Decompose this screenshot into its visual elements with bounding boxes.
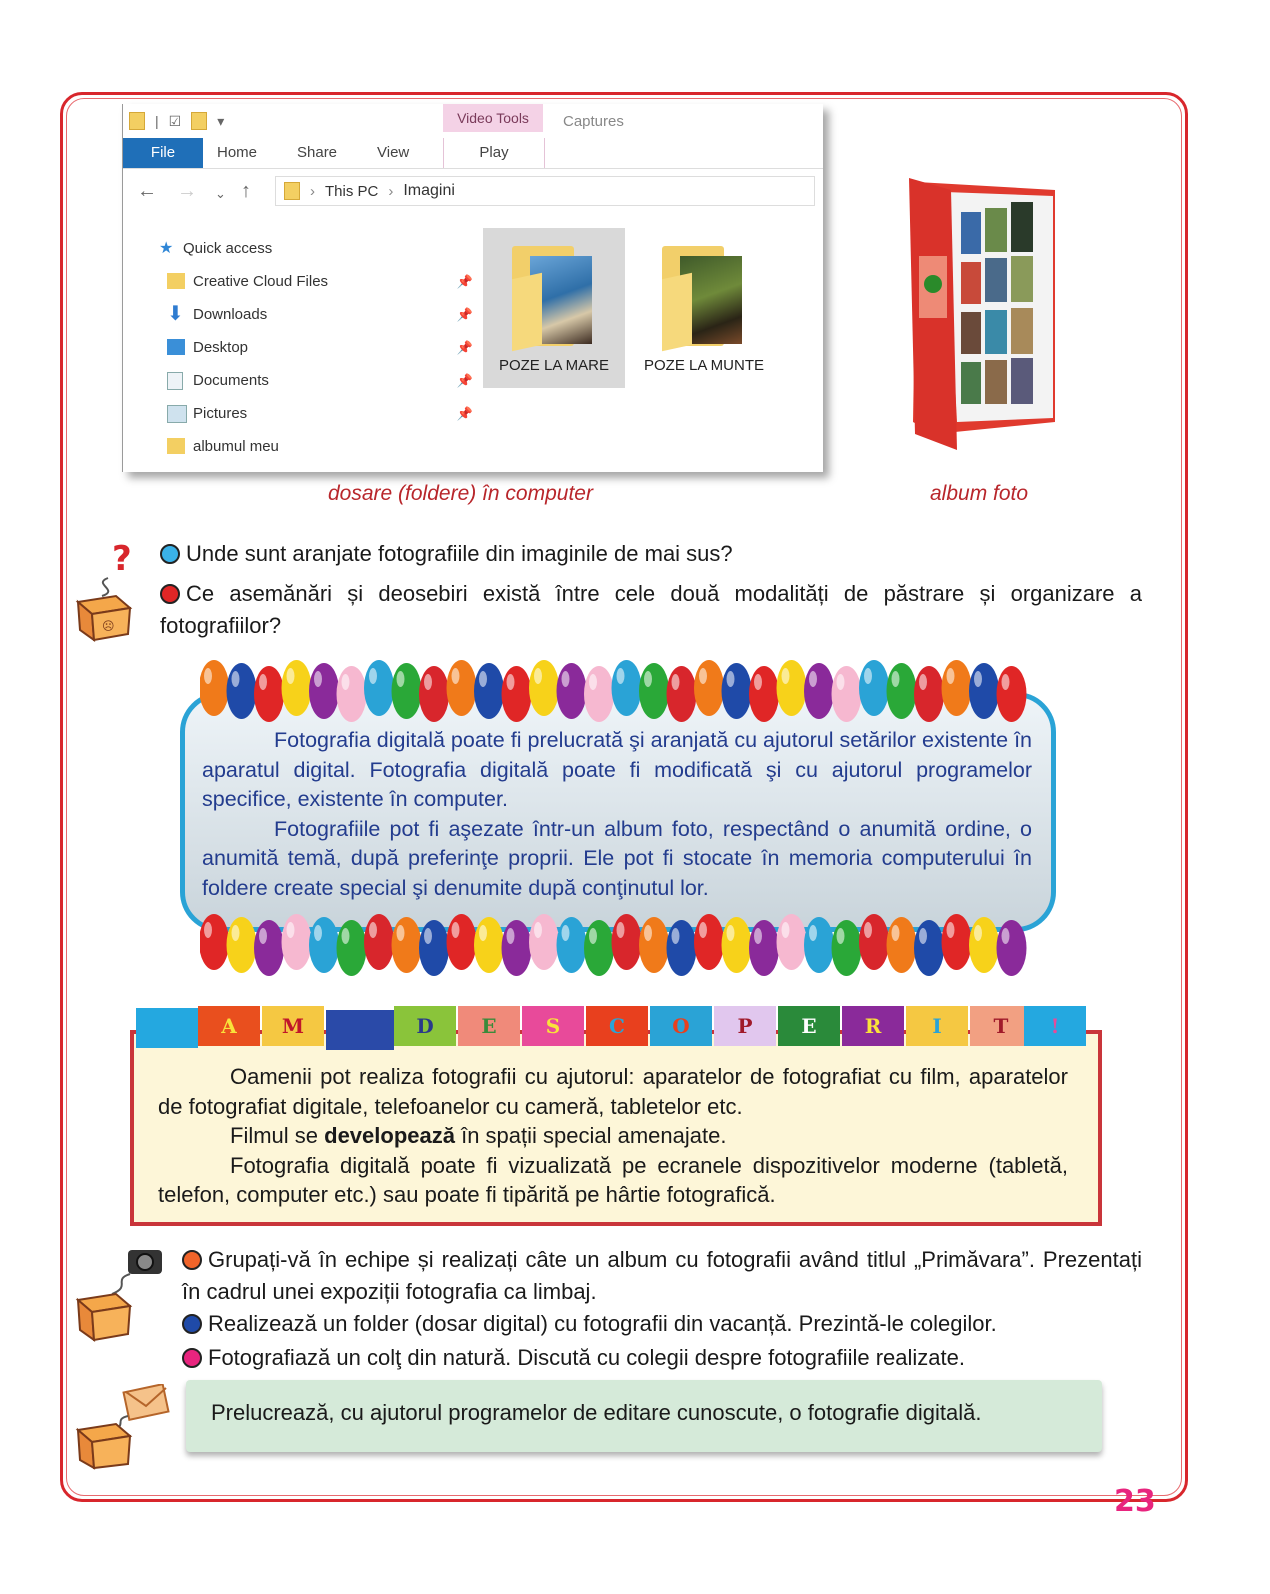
breadcrumb-this-pc[interactable]: This PC: [325, 182, 379, 200]
balloon-highlight: [672, 674, 680, 690]
breadcrumb-separator-icon: ›: [388, 182, 394, 200]
orange-bullet-icon: [182, 1250, 202, 1270]
balloon: [859, 914, 889, 970]
tab-view[interactable]: View: [377, 144, 410, 161]
balloon-highlight: [617, 668, 625, 684]
balloon-highlight: [589, 674, 597, 690]
task-text: Grupați-vă în echipe și realizați câte un album cu fotografii având titlul „Primăvara”. Prezentați în cadrul unei expoziții fotografia ca limbaj.: [182, 1247, 1142, 1304]
discovery-paragraph-1: Oamenii pot realiza fotografii cu ajutorul: aparatelor de fotografiat cu film, aparatelor de fotografiat digitale, telefoanelor cu cameră, tabletelor etc.: [158, 1064, 1068, 1119]
pin-icon[interactable]: 📌: [456, 340, 473, 355]
balloon-highlight: [809, 925, 817, 941]
balloon: [749, 666, 779, 722]
svg-text:?: ?: [112, 540, 132, 579]
question-1: [160, 538, 733, 570]
balloon: [584, 920, 614, 976]
nav-item-desktop[interactable]: [153, 331, 473, 364]
nav-quick-access[interactable]: [153, 232, 473, 265]
balloon: [612, 660, 642, 716]
discovery-paragraph-3: Fotografia digitală poate fi vizualizată pe ecranele dispozitivelor moderne (tabletă, telefon, computer etc.) sau poate fi tipărită pe hârtie fotografică.: [158, 1152, 1068, 1207]
balloon-highlight: [782, 668, 790, 684]
balloon: [447, 914, 477, 970]
camera-box-icon: [72, 1244, 168, 1344]
balloon: [969, 917, 999, 973]
balloon-highlight: [864, 668, 872, 684]
banner-block: [326, 1010, 394, 1050]
balloon: [832, 920, 862, 976]
separator-icon: |: [155, 113, 159, 129]
balloon: [914, 666, 944, 722]
balloon-highlight: [1002, 674, 1010, 690]
balloon-highlight: [974, 671, 982, 687]
balloon-highlight: [1002, 928, 1010, 944]
balloon: [502, 920, 532, 976]
balloon-highlight: [562, 671, 570, 687]
pin-icon[interactable]: 📌: [456, 406, 473, 421]
balloon: [584, 666, 614, 722]
balloon: [254, 920, 284, 976]
folder-icon: [167, 438, 185, 454]
task-1: [182, 1244, 1142, 1308]
photo-folder-icon: [512, 246, 596, 346]
file-explorer-window: [122, 104, 823, 472]
banner-letter: D: [394, 1006, 456, 1046]
balloon-highlight: [479, 925, 487, 941]
nav-label: Documents: [193, 372, 269, 389]
address-bar-row: [123, 172, 823, 212]
balloon-highlight: [699, 922, 707, 938]
download-icon: ⬇: [167, 303, 184, 325]
balloon: [777, 914, 807, 970]
balloon: [309, 917, 339, 973]
balloon: [529, 914, 559, 970]
balloon: [639, 663, 669, 719]
balloon-highlight: [342, 674, 350, 690]
bold-term: developează: [324, 1123, 455, 1148]
info-paragraph-2: Fotografiile pot fi aşezate într-un album foto, respectând o anumită ordine, o anumită temă, după preferinţe proprii. Ele pot fi stocate în memoria computerului în foldere create special şi denumite după conţinutul lor.: [202, 816, 1032, 900]
balloon: [227, 917, 257, 973]
nav-label: Creative Cloud Files: [193, 273, 329, 290]
balloon-highlight: [644, 671, 652, 687]
banner-letter: E: [778, 1006, 840, 1046]
balloon: [227, 663, 257, 719]
navigation-pane: [153, 232, 473, 463]
balloon-highlight: [782, 922, 790, 938]
nav-label: albumul meu: [193, 438, 279, 455]
balloon-highlight: [369, 922, 377, 938]
balloon: [997, 920, 1027, 976]
caption-folders: dosare (foldere) în computer: [328, 482, 593, 505]
balloon: [969, 663, 999, 719]
balloon-highlight: [507, 674, 515, 690]
banner-letter: O: [650, 1006, 712, 1046]
text-part: Filmul se: [230, 1123, 325, 1148]
balloon: [557, 663, 587, 719]
balloon: [777, 660, 807, 716]
document-icon: [167, 372, 183, 390]
balloon: [364, 914, 394, 970]
balloons-bottom: [200, 902, 1030, 982]
balloon-highlight: [342, 928, 350, 944]
pin-icon[interactable]: 📌: [456, 274, 473, 289]
star-icon: ★: [159, 240, 174, 257]
address-bar[interactable]: [275, 176, 815, 206]
balloon: [859, 660, 889, 716]
balloon-highlight: [204, 668, 212, 684]
banner-letter: T: [970, 1006, 1032, 1046]
balloon: [804, 663, 834, 719]
new-folder-icon[interactable]: [191, 112, 207, 130]
text-part: în spații special amenajate.: [454, 1123, 727, 1148]
balloon-highlight: [369, 668, 377, 684]
balloon: [282, 914, 312, 970]
balloon: [254, 666, 284, 722]
task-text: Realizează un folder (dosar digital) cu fotografii din vacanță. Prezintă-le colegilor.: [208, 1311, 997, 1336]
ribbon-tabs: [123, 138, 823, 169]
nav-item-documents[interactable]: [153, 364, 473, 397]
balloon-highlight: [397, 671, 405, 687]
balloon-highlight: [507, 928, 515, 944]
balloon: [392, 663, 422, 719]
info-text: [202, 726, 1032, 903]
nav-item-creative-cloud[interactable]: [153, 265, 473, 298]
balloon: [282, 660, 312, 716]
balloon-highlight: [947, 668, 955, 684]
banner-letter: C: [586, 1006, 648, 1046]
balloon: [639, 917, 669, 973]
balloon: [667, 666, 697, 722]
folder-icon: [284, 182, 300, 200]
balloon: [942, 660, 972, 716]
svg-text:☹: ☹: [102, 619, 115, 633]
folder-tile-poze-la-mare[interactable]: [483, 228, 625, 388]
caption-album: album foto: [930, 482, 1029, 505]
balloon: [557, 917, 587, 973]
balloon-highlight: [204, 922, 212, 938]
balloons-top: [200, 648, 1030, 728]
balloon-highlight: [919, 928, 927, 944]
balloon-highlight: [232, 671, 240, 687]
info-paragraph-1: Fotografia digitală poate fi prelucrată şi aranjată cu ajutorul setărilor existente în aparatul digital. Fotografia digitală poate fi modificată şi cu ajutorul programelor specifice, existente în computer.: [202, 728, 1032, 811]
balloon-highlight: [534, 922, 542, 938]
balloon-highlight: [754, 674, 762, 690]
customize-dropdown-icon[interactable]: ▾: [217, 112, 225, 129]
question-text: Ce asemănări și deosebiri există între cele două modalități de păstrare și organizare a fotografiilor?: [160, 581, 1142, 638]
question-2: [160, 578, 1142, 642]
balloon: [200, 660, 229, 716]
task-text: Fotografiază un colţ din natură. Discută cu colegii despre fotografiile realizate.: [208, 1345, 965, 1370]
nav-label: Desktop: [193, 339, 249, 356]
folder-icon[interactable]: [129, 112, 145, 130]
balloon: [914, 920, 944, 976]
breadcrumb-separator-icon: ›: [310, 182, 315, 200]
banner-letter: S: [522, 1006, 584, 1046]
banner-letter: R: [842, 1006, 904, 1046]
nav-item-albumul-meu[interactable]: [153, 430, 473, 463]
page-number: 23: [1114, 1484, 1156, 1519]
banner-letter: I: [906, 1006, 968, 1046]
balloon-highlight: [589, 928, 597, 944]
am-descoperit-banner: [136, 1006, 1086, 1050]
balloon-highlight: [232, 925, 240, 941]
nav-label: Downloads: [193, 306, 268, 323]
balloon: [832, 666, 862, 722]
banner-letter: !: [1024, 1006, 1086, 1046]
recent-locations-chevron-icon[interactable]: ⌄: [215, 186, 226, 201]
balloon: [694, 914, 724, 970]
up-arrow-icon[interactable]: ↑: [241, 180, 251, 202]
balloon: [419, 666, 449, 722]
balloon-highlight: [892, 925, 900, 941]
folder-icon: [167, 273, 185, 289]
folder-tile-poze-la-munte[interactable]: [633, 228, 775, 388]
balloon-highlight: [947, 922, 955, 938]
tab-play[interactable]: Play: [443, 138, 545, 168]
banner-block: [136, 1008, 198, 1048]
balloon-highlight: [287, 922, 295, 938]
balloon-highlight: [672, 928, 680, 944]
balloon: [502, 666, 532, 722]
balloon-highlight: [699, 668, 707, 684]
task-3: [182, 1342, 965, 1374]
balloon-highlight: [314, 671, 322, 687]
balloon-highlight: [837, 674, 845, 690]
balloon: [722, 663, 752, 719]
blue-bullet-icon: [160, 544, 180, 564]
balloon: [337, 920, 367, 976]
nav-label: Pictures: [193, 405, 248, 422]
envelope-box-icon: [72, 1384, 172, 1470]
balloon: [804, 917, 834, 973]
balloon-highlight: [754, 928, 762, 944]
balloon-highlight: [727, 671, 735, 687]
balloon-highlight: [259, 928, 267, 944]
balloon: [942, 914, 972, 970]
pin-icon[interactable]: 📌: [456, 307, 473, 322]
balloon-highlight: [562, 925, 570, 941]
balloon: [474, 663, 504, 719]
photo-album-image: [905, 172, 1065, 462]
breadcrumb-imagini[interactable]: Imagini: [403, 182, 455, 199]
balloon-highlight: [259, 674, 267, 690]
tab-file[interactable]: File: [123, 138, 203, 168]
photo-folder-icon: [662, 246, 746, 346]
pink-bullet-icon: [182, 1348, 202, 1368]
balloon: [887, 917, 917, 973]
pictures-icon: [167, 405, 187, 423]
balloon-highlight: [864, 922, 872, 938]
balloon-highlight: [479, 671, 487, 687]
folder-label: POZE LA MARE: [498, 357, 610, 374]
balloon: [309, 663, 339, 719]
balloon: [419, 920, 449, 976]
back-arrow-icon[interactable]: ←: [137, 180, 157, 202]
nav-item-downloads[interactable]: [153, 298, 473, 331]
balloon: [200, 914, 229, 970]
balloon: [392, 917, 422, 973]
balloon-highlight: [892, 671, 900, 687]
balloon: [887, 663, 917, 719]
balloon: [694, 660, 724, 716]
nav-label: Quick access: [183, 240, 273, 257]
balloon-highlight: [452, 668, 460, 684]
balloon-highlight: [617, 922, 625, 938]
forward-arrow-icon[interactable]: →: [177, 180, 197, 202]
balloon-highlight: [727, 925, 735, 941]
balloon-highlight: [424, 674, 432, 690]
balloon-highlight: [452, 922, 460, 938]
balloon: [529, 660, 559, 716]
balloon-highlight: [534, 668, 542, 684]
balloon-highlight: [974, 925, 982, 941]
balloon: [612, 914, 642, 970]
balloon: [337, 666, 367, 722]
question-text: Unde sunt aranjate fotografiile din imaginile de mai sus?: [186, 541, 733, 566]
balloon-highlight: [809, 671, 817, 687]
banner-letter: E: [458, 1006, 520, 1046]
balloon-highlight: [837, 928, 845, 944]
task-2: [182, 1308, 997, 1340]
banner-letter: A: [198, 1006, 260, 1046]
window-title: Captures: [563, 113, 624, 130]
balloon: [364, 660, 394, 716]
red-bullet-icon: [160, 584, 180, 604]
balloon: [474, 917, 504, 973]
balloon-highlight: [397, 925, 405, 941]
banner-letter: P: [714, 1006, 776, 1046]
balloon-highlight: [644, 925, 652, 941]
tab-home[interactable]: Home: [217, 144, 258, 161]
context-tab-video-tools: Video Tools: [443, 104, 543, 132]
balloon: [749, 920, 779, 976]
desktop-icon: [167, 339, 185, 355]
folder-label: POZE LA MUNTE: [643, 357, 765, 374]
note-text: Prelucrează, cu ajutorul programelor de editare cunoscute, o fotografie digitală.: [211, 1400, 982, 1425]
tab-share[interactable]: Share: [297, 144, 338, 161]
balloon: [667, 920, 697, 976]
quick-access-toolbar: [129, 112, 224, 130]
balloon: [997, 666, 1027, 722]
question-box-icon: [72, 540, 138, 642]
balloon-highlight: [424, 928, 432, 944]
balloon: [447, 660, 477, 716]
discovery-paragraph-2: [158, 1121, 1068, 1151]
balloon-highlight: [314, 925, 322, 941]
pin-icon[interactable]: 📌: [456, 373, 473, 388]
balloon-highlight: [919, 674, 927, 690]
blue-bullet-icon: [182, 1314, 202, 1334]
discovery-text: [158, 1062, 1068, 1210]
banner-letter: M: [262, 1006, 324, 1046]
balloon-highlight: [287, 668, 295, 684]
nav-item-pictures[interactable]: [153, 397, 473, 430]
balloon: [722, 917, 752, 973]
properties-icon[interactable]: ☑: [168, 112, 182, 129]
